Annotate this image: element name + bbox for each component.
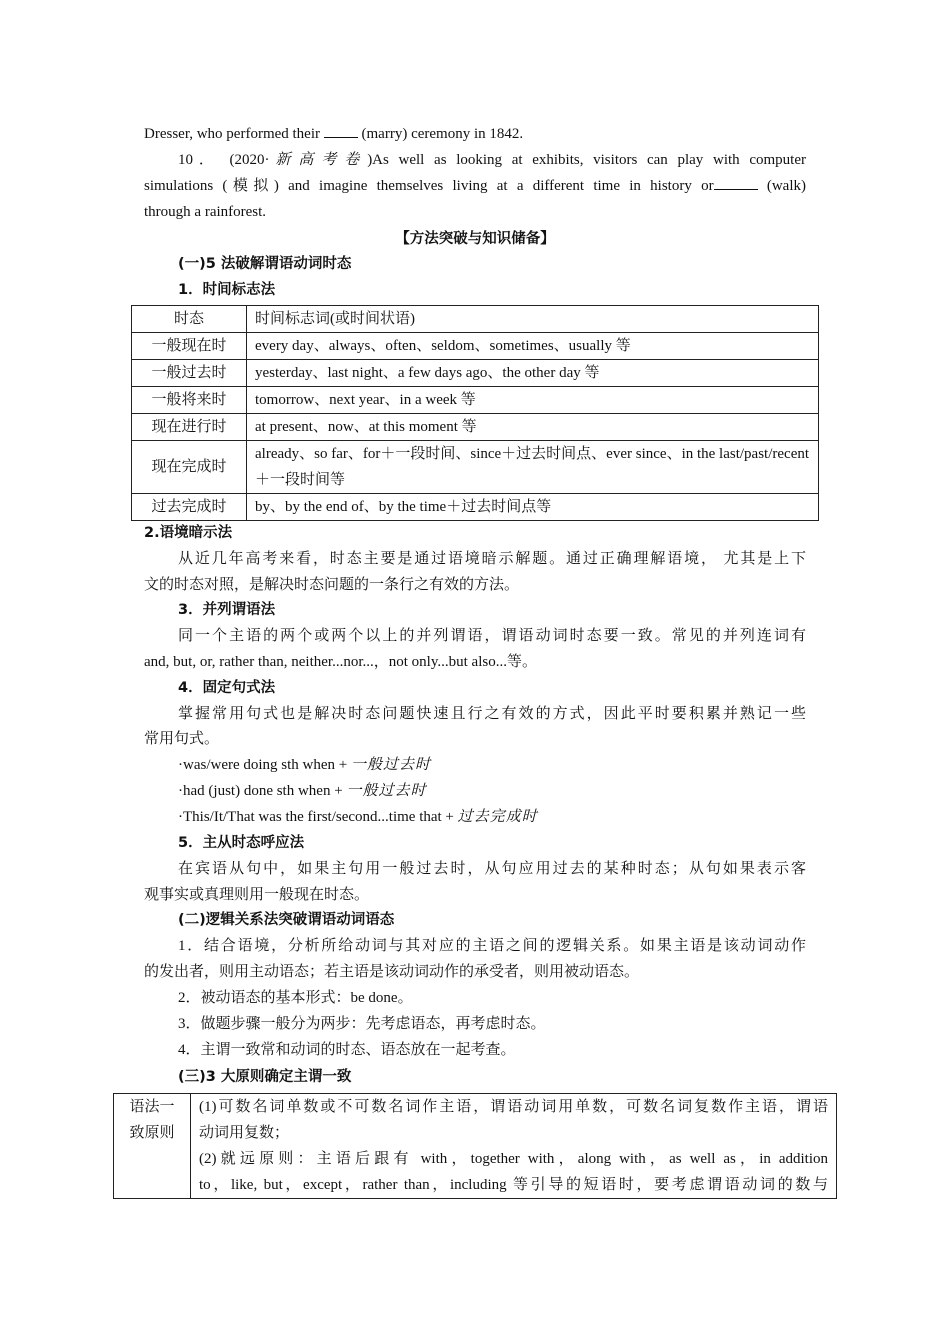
- marker-cell: at present、now、at this moment 等: [247, 414, 819, 441]
- header-cell: 时态: [132, 306, 247, 333]
- paragraph: 掌握常用句式也是解决时态问题快速且行之有效的方式，因此平时要积累并熟记一些: [178, 706, 806, 722]
- text: (walk): [757, 178, 806, 194]
- table-row: [132, 387, 819, 414]
- method4-title: 4．固定句式法: [178, 680, 276, 696]
- answer-blank: [714, 175, 758, 190]
- exercise-10-line1: [178, 147, 806, 173]
- part1-title: (一)5 法破解谓语动词时态: [178, 256, 352, 272]
- tense-cell: 过去完成时: [132, 494, 247, 521]
- paragraph: 1．结合语境，分析所给动词与其对应的主语之间的逻辑关系。如果主语是该动词动作: [178, 938, 806, 954]
- exercise-9-tail: [144, 121, 806, 147]
- paragraph: 文的时态对照，是解决时态问题的一条行之有效的方法。: [144, 577, 520, 593]
- text: ·had (just) done sth when +: [178, 783, 347, 799]
- paragraph: 4．主谓一致常和动词的时态、语态放在一起考查。: [178, 1042, 516, 1058]
- pattern-item: [178, 778, 806, 804]
- tense-marker-table: [131, 305, 819, 521]
- paragraph: 在宾语从句中，如果主句用一般过去时，从句应用过去的某种时态；从句如果表示客: [178, 861, 806, 877]
- paragraph: 从近几年高考来看，时态主要是通过语境暗示解题。通过正确理解语境， 尤其是上下: [178, 551, 806, 567]
- paragraph: 同一个主语的两个或两个以上的并列谓语，谓语动词时态要一致。常见的并列连词有: [178, 628, 806, 644]
- marker-cell: tomorrow、next year、in a week 等: [247, 387, 819, 414]
- table-header-row: [132, 306, 819, 333]
- rule-label: 致原则: [129, 1125, 175, 1141]
- paragraph: 2．被动语态的基本形式：be done。: [178, 990, 413, 1006]
- tense-cell: 一般过去时: [132, 360, 247, 387]
- marker-cell: every day、always、often、seldom、sometimes、usually 等: [247, 333, 819, 360]
- text: Dresser, who performed their: [144, 126, 324, 142]
- exercise-10-line2: [144, 173, 806, 199]
- section-title: 【方法突破与知识储备】: [395, 231, 555, 247]
- tense-name: 一般过去时: [351, 757, 432, 773]
- tense-cell: 现在完成时: [132, 441, 247, 494]
- method2-title: 2.语境暗示法: [144, 525, 233, 541]
- paragraph: 观事实或真理则用一般现在时态。: [144, 887, 370, 903]
- paragraph: 常用句式。: [144, 731, 220, 747]
- text: simulations (模拟) and imagine themselves living at a different time in history or: [144, 178, 714, 194]
- text: ·This/It/That was the first/second...time that +: [178, 809, 458, 825]
- method3-title: 3．并列谓语法: [178, 602, 276, 618]
- source-name: 新高考卷: [269, 152, 368, 168]
- tense-cell: 现在进行时: [132, 414, 247, 441]
- table-row: [132, 360, 819, 387]
- agreement-rule-table: [113, 1093, 837, 1199]
- pattern-item: [178, 804, 806, 830]
- tense-cell: 一般将来时: [132, 387, 247, 414]
- table-row: [114, 1094, 837, 1199]
- part2-title: (二)逻辑关系法突破谓语动词语态: [178, 912, 395, 928]
- pattern-item: [178, 752, 806, 778]
- part3-title: (三)3 大原则确定主谓一致: [178, 1069, 352, 1085]
- paragraph: 的发出者，则用主动语态；若主语是该动词动作的承受者，则用被动语态。: [144, 964, 640, 980]
- text: )As well as looking at exhibits, visitors can play with computer: [367, 152, 806, 168]
- table-row: [132, 494, 819, 521]
- method5-title: 5．主从时态呼应法: [178, 835, 305, 851]
- table-row: [132, 441, 819, 494]
- paragraph: 3．做题步骤一般分为两步：先考虑语态，再考虑时态。: [178, 1016, 546, 1032]
- exercise-10-line3: through a rainforest.: [144, 204, 267, 220]
- marker-cell: already、so far、for＋一段时间、since＋过去时间点、ever since、in the last/past/recent＋一段时间等: [247, 441, 819, 494]
- question-number: 10．: [178, 152, 220, 168]
- tense-name: 过去完成时: [457, 809, 538, 825]
- answer-blank: [324, 123, 358, 138]
- source-prefix: (2020·: [229, 152, 270, 168]
- marker-cell: yesterday、last night、a few days ago、the other day 等: [247, 360, 819, 387]
- rule-text: (2)就远原则：主语后跟有 with，together with，along with，as well as，in addition: [199, 1151, 828, 1167]
- rule-text: to，like, but，except，rather than，including 等引导的短语时，要考虑谓语动词的数与: [199, 1177, 828, 1193]
- paragraph: and, but, or, rather than, neither...nor...，not only...but also...等。: [144, 654, 537, 670]
- table-row: [132, 414, 819, 441]
- rule-text: (1)可数名词单数或不可数名词作主语，谓语动词用单数，可数名词复数作主语，谓语: [199, 1099, 828, 1115]
- rule-label-cell: [114, 1094, 191, 1199]
- method1-title: 1．时间标志法: [178, 282, 276, 298]
- rule-text: 动词用复数；: [199, 1125, 290, 1141]
- text: (marry) ceremony in 1842.: [357, 126, 524, 142]
- text: ·was/were doing sth when +: [178, 757, 352, 773]
- tense-name: 一般过去时: [346, 783, 427, 799]
- marker-cell: by、by the end of、by the time＋过去时间点等: [247, 494, 819, 521]
- table-row: [132, 333, 819, 360]
- header-cell: 时间标志词(或时间状语): [247, 306, 819, 333]
- tense-cell: 一般现在时: [132, 333, 247, 360]
- rule-content-cell: [191, 1094, 837, 1199]
- rule-label: 语法一: [129, 1099, 175, 1115]
